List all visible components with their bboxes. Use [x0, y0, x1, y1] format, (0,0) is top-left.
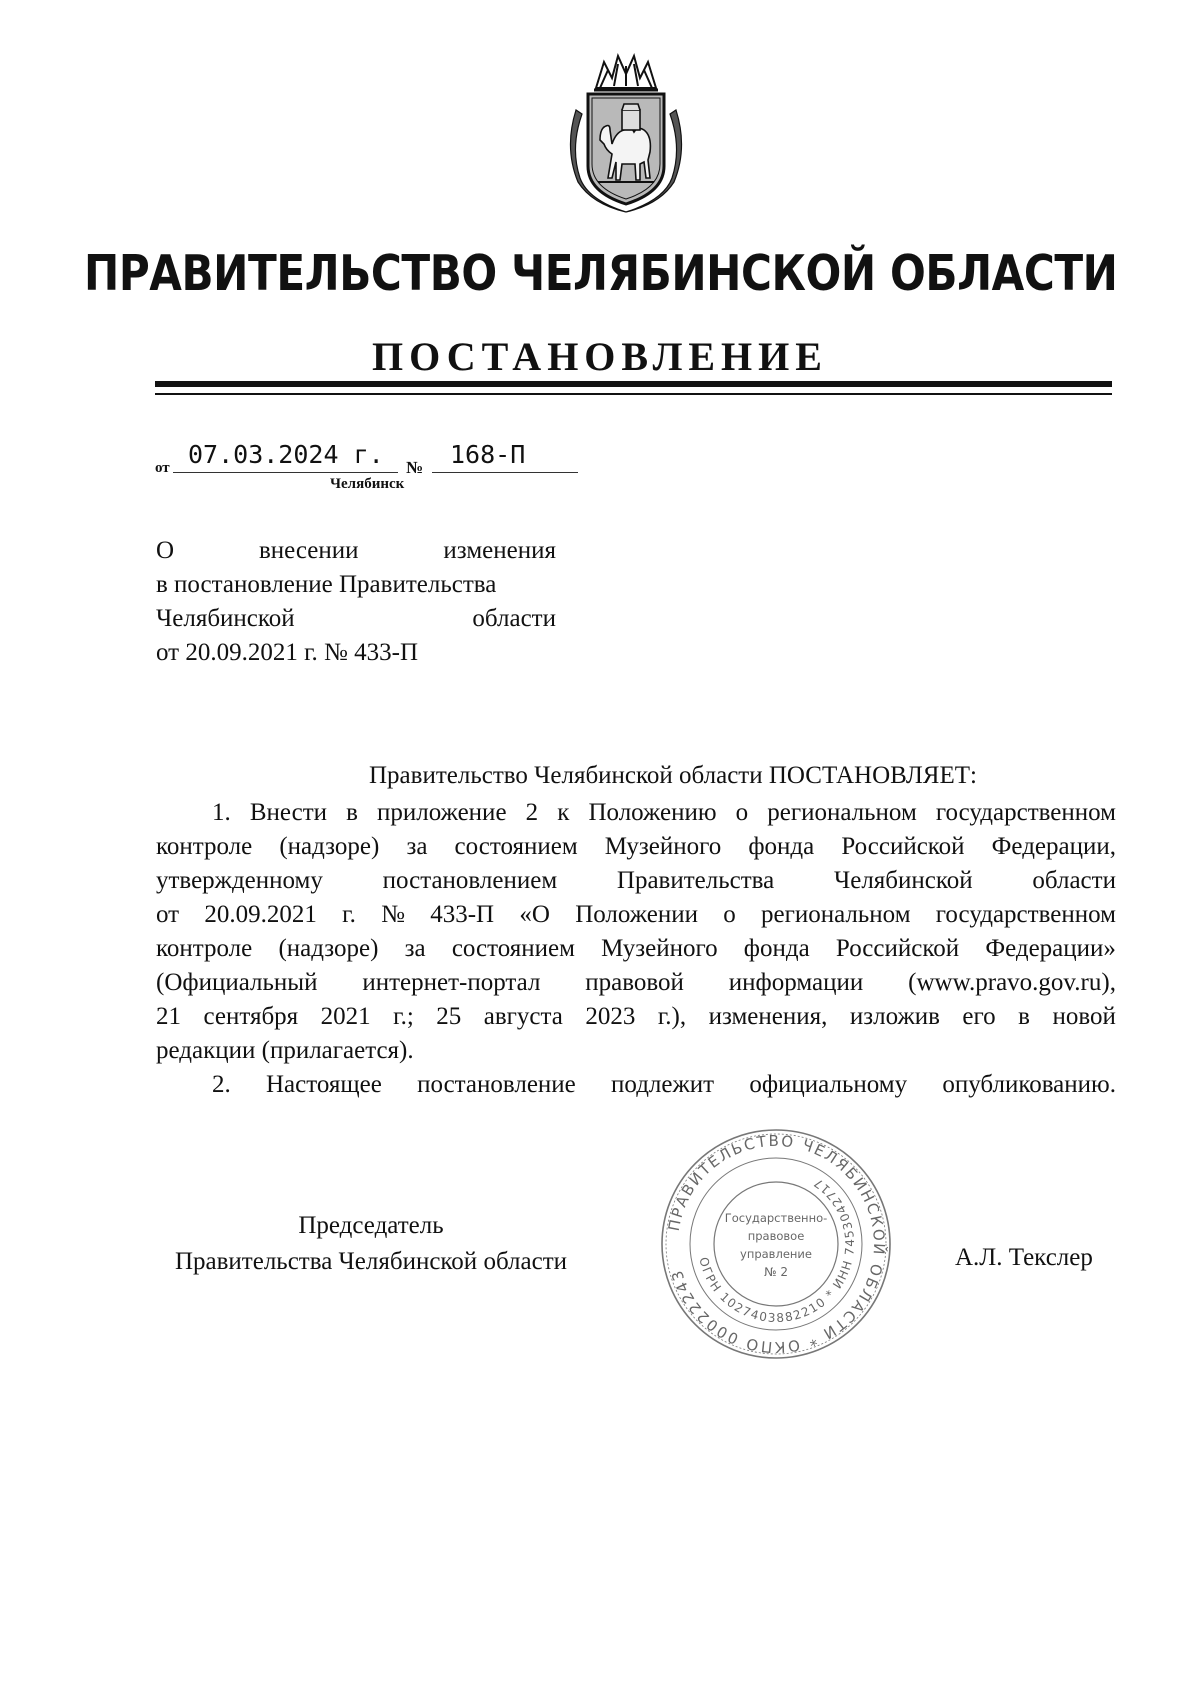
subject-line-2: в постановление Правительства [156, 571, 497, 598]
body-word: Положению [588, 799, 717, 826]
body-line [156, 1068, 1116, 1102]
body-word: Российской [841, 833, 965, 860]
body-line [156, 898, 1116, 932]
signatory-position-line-1: Председатель [298, 1212, 444, 1239]
seal-center-line-3: управление [740, 1247, 812, 1261]
body-word: подлежит [611, 1071, 715, 1098]
body-word: (надзоре) [279, 833, 380, 860]
header-divider-thick [155, 381, 1112, 387]
body-word: фонда [743, 935, 810, 962]
header-divider-thin [155, 393, 1112, 395]
signatory-name: А.Л. Текслер [955, 1244, 1093, 1271]
body-word: Музейного [601, 935, 718, 962]
seal-center-line-4: № 2 [764, 1265, 788, 1279]
body-word: Настоящее [266, 1071, 382, 1098]
subject-line-4: от 20.09.2021 г. № 433-П [156, 639, 419, 666]
subject-word: изменения [443, 537, 556, 564]
body-word: 20.09.2021 [204, 901, 317, 928]
body-word: Федерации, [991, 833, 1116, 860]
body-word: г. [342, 901, 356, 928]
body-word: изложив [849, 1003, 940, 1030]
body-word: региональном [761, 901, 911, 928]
body-word: (Официальный [156, 969, 318, 996]
body-word: утвержденному [156, 867, 323, 894]
body-word: Федерации» [985, 935, 1116, 962]
body-word: Внести [249, 799, 328, 826]
body-word: контроле [156, 833, 253, 860]
body-word: в [346, 799, 358, 826]
body-word: контроле [156, 935, 253, 962]
seal-center-line-1: Государственно- [724, 1211, 828, 1225]
body-word: новой [1052, 1003, 1116, 1030]
body-line [156, 1000, 1116, 1034]
document-date: 07.03.2024 г. [188, 440, 384, 469]
subject-word: внесении [258, 537, 359, 564]
body-word: 25 [436, 1003, 462, 1030]
signatory-position-line-2: Правительства Челябинской области [174, 1248, 568, 1275]
body-word: 2023 [585, 1003, 636, 1030]
body-word: состоянием [451, 935, 575, 962]
body-word: г.; [393, 1003, 414, 1030]
date-underline [173, 472, 398, 473]
seal-inner-text: ОГРН 1027403882210 * ИНН 7453042717 [696, 1174, 858, 1326]
crown-icon [594, 56, 658, 90]
preamble-text: Правительство Челябинской области ПОСТАНОВЛЯЕТ: [369, 762, 977, 789]
body-word: приложение [377, 799, 507, 826]
subject-word: О [156, 537, 175, 564]
coat-of-arms-emblem [558, 48, 694, 216]
body-word: 1. [212, 799, 231, 826]
body-word: Музейного [604, 833, 722, 860]
seal-center-line-2: правовое [747, 1229, 805, 1243]
body-word: 2 [525, 799, 539, 826]
subject-line-1 [156, 534, 556, 568]
body-word: правовой [585, 969, 684, 996]
document-body [156, 796, 1116, 1102]
body-word: области [1032, 867, 1116, 894]
number-label: № [406, 458, 424, 477]
subject-word: области [472, 605, 556, 632]
body-word: к [557, 799, 570, 826]
body-word: Челябинской [833, 867, 973, 894]
body-line [156, 864, 1116, 898]
body-word: официальному [749, 1071, 908, 1098]
body-word: постановлением [382, 867, 558, 894]
body-word: августа [483, 1003, 563, 1030]
subject-word: Челябинской [156, 605, 295, 632]
body-line [156, 796, 1116, 830]
body-word: о [735, 799, 749, 826]
body-word: «О [519, 901, 550, 928]
body-word: за [404, 935, 426, 962]
body-word: о [723, 901, 736, 928]
body-word: сентября [203, 1003, 299, 1030]
body-word: 433-П [430, 901, 495, 928]
body-word: государственном [935, 901, 1116, 928]
body-word: информации [728, 969, 864, 996]
body-word: его [962, 1003, 996, 1030]
body-word: постановление [417, 1071, 576, 1098]
document-subject [156, 534, 556, 670]
body-line [156, 932, 1116, 966]
body-word: г.), [657, 1003, 687, 1030]
body-preamble [0, 762, 1200, 790]
body-line [156, 830, 1116, 864]
body-word: № [381, 901, 405, 928]
body-word: (надзоре) [278, 935, 379, 962]
seal-outer-text: ПРАВИТЕЛЬСТВО ЧЕЛЯБИНСКОЙ ОБЛАСТИ * ОКПО 00022243 [664, 1131, 889, 1357]
body-word: государственном [935, 799, 1116, 826]
body-word: интернет-портал [362, 969, 541, 996]
body-word: 2. [212, 1071, 231, 1098]
number-underline [432, 472, 578, 473]
body-word: региональном [767, 799, 917, 826]
body-word: состоянием [454, 833, 578, 860]
date-prefix-label: от [155, 460, 170, 476]
body-word: в [1018, 1003, 1030, 1030]
body-word: Российской [835, 935, 960, 962]
body-word: Положении [575, 901, 698, 928]
official-seal [656, 1124, 896, 1364]
body-word: Правительства [616, 867, 775, 894]
body-word: (www.pravo.gov.ru), [908, 969, 1116, 996]
document-city: Челябинск [330, 476, 405, 492]
body-word: опубликованию. [942, 1071, 1116, 1098]
document-number: 168-П [450, 440, 526, 469]
body-word: фонда [748, 833, 815, 860]
government-title: ПРАВИТЕЛЬСТВО ЧЕЛЯБИНСКОЙ ОБЛАСТИ [84, 245, 1118, 302]
body-word: изменения, [708, 1003, 828, 1030]
document-type-title: ПОСТАНОВЛЕНИЕ [372, 334, 828, 379]
body-word: от [156, 901, 180, 928]
signatory-position [156, 1208, 586, 1280]
subject-line-3 [156, 602, 556, 636]
body-word: 2021 [320, 1003, 371, 1030]
body-word: 21 [156, 1003, 181, 1030]
body-line [156, 966, 1116, 1000]
body-word: за [406, 833, 428, 860]
body-line: редакции (прилагается). [156, 1037, 414, 1064]
